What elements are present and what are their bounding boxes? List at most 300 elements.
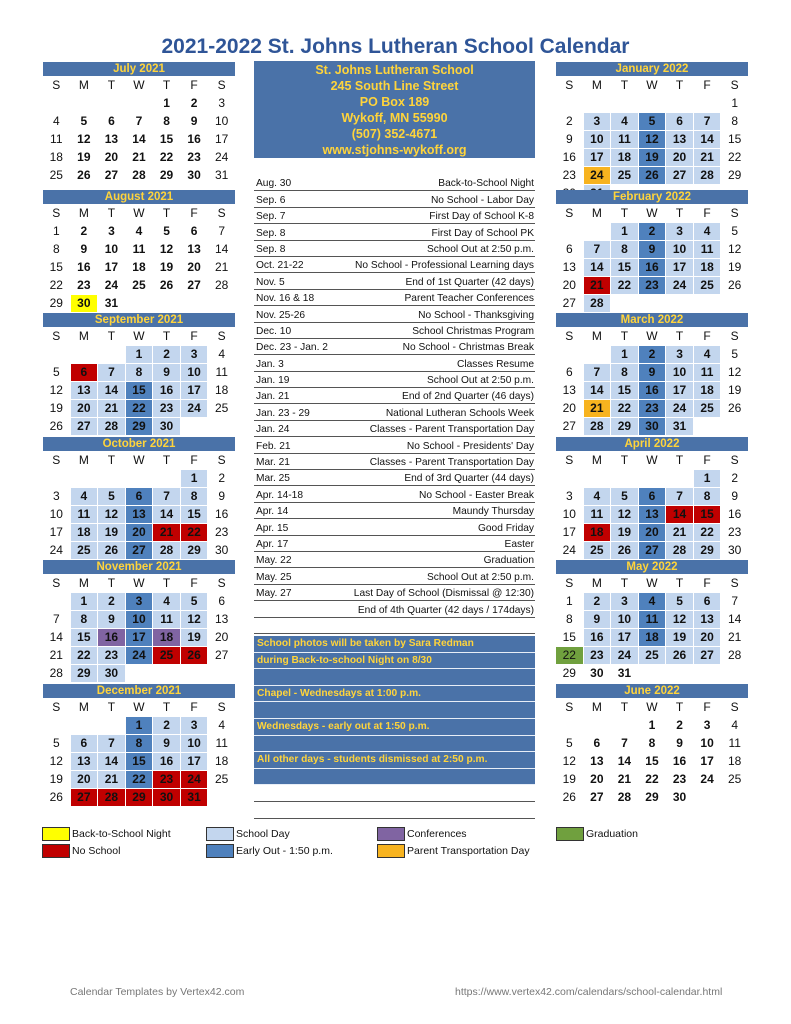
calendar-day[interactable]: 20 xyxy=(562,401,576,415)
calendar-day[interactable]: 11 xyxy=(694,241,721,258)
calendar-day[interactable]: 1 xyxy=(611,346,638,363)
calendar-day[interactable]: 16 xyxy=(215,507,229,521)
calendar-day[interactable]: 3 xyxy=(584,113,611,130)
calendar-day[interactable]: 24 xyxy=(700,772,714,786)
calendar-day[interactable]: 21 xyxy=(584,277,611,294)
calendar-day[interactable]: 7 xyxy=(135,114,143,128)
calendar-day[interactable]: 2 xyxy=(584,593,611,610)
calendar-day[interactable]: 2 xyxy=(676,718,683,732)
calendar-day[interactable]: 22 xyxy=(181,524,208,541)
calendar-day[interactable]: 31 xyxy=(181,789,208,806)
calendar-day[interactable]: 18 xyxy=(71,524,98,541)
calendar-day[interactable]: 13 xyxy=(639,506,666,523)
calendar-day[interactable]: 15 xyxy=(181,506,208,523)
calendar-day[interactable]: 1 xyxy=(126,717,153,734)
calendar-day[interactable]: 23 xyxy=(215,525,229,539)
calendar-day[interactable]: 17 xyxy=(562,525,576,539)
calendar-day[interactable]: 9 xyxy=(639,364,666,381)
calendar-day[interactable]: 6 xyxy=(71,735,98,752)
calendar-day[interactable]: 14 xyxy=(584,382,611,399)
calendar-day[interactable]: 6 xyxy=(565,365,573,379)
calendar-day[interactable]: 9 xyxy=(639,241,666,258)
calendar-day[interactable]: 6 xyxy=(694,593,721,610)
calendar-day[interactable]: 8 xyxy=(163,114,170,128)
calendar-day[interactable]: 24 xyxy=(611,647,638,664)
calendar-day[interactable]: 24 xyxy=(584,167,611,184)
calendar-day[interactable]: 4 xyxy=(52,114,60,128)
calendar-day[interactable]: 8 xyxy=(611,364,638,381)
calendar-day[interactable]: 17 xyxy=(104,260,119,274)
calendar-day[interactable]: 3 xyxy=(565,489,573,503)
calendar-day[interactable]: 10 xyxy=(584,131,611,148)
calendar-day[interactable]: 17 xyxy=(611,629,638,646)
calendar-day[interactable]: 22 xyxy=(159,150,174,164)
calendar-day[interactable]: 3 xyxy=(108,224,115,238)
calendar-day[interactable]: 6 xyxy=(71,364,98,381)
calendar-day[interactable]: 12 xyxy=(77,132,91,146)
calendar-day[interactable]: 2 xyxy=(565,114,573,128)
calendar-day[interactable]: 13 xyxy=(694,611,721,628)
calendar-day[interactable]: 21 xyxy=(666,524,693,541)
calendar-day[interactable]: 27 xyxy=(562,296,576,310)
calendar-day[interactable]: 7 xyxy=(52,612,60,626)
calendar-day[interactable]: 10 xyxy=(700,736,714,750)
calendar-day[interactable]: 1 xyxy=(648,718,656,732)
calendar-day[interactable]: 28 xyxy=(215,278,229,292)
calendar-day[interactable]: 2 xyxy=(190,96,198,110)
calendar-day[interactable]: 20 xyxy=(187,260,201,274)
calendar-day[interactable]: 9 xyxy=(584,611,611,628)
calendar-day[interactable]: 2 xyxy=(153,346,180,363)
calendar-day[interactable]: 5 xyxy=(611,488,638,505)
calendar-day[interactable]: 23 xyxy=(562,168,576,182)
calendar-day[interactable]: 31 xyxy=(104,296,119,310)
calendar-day[interactable]: 5 xyxy=(52,736,60,750)
calendar-day[interactable]: 13 xyxy=(71,382,98,399)
calendar-day[interactable]: 26 xyxy=(77,168,91,182)
calendar-day[interactable]: 10 xyxy=(666,364,693,381)
calendar-day[interactable]: 6 xyxy=(108,114,115,128)
calendar-day[interactable]: 19 xyxy=(181,629,208,646)
calendar-day[interactable]: 8 xyxy=(126,364,153,381)
calendar-day[interactable]: 30 xyxy=(98,665,125,682)
calendar-day[interactable]: 26 xyxy=(666,647,693,664)
calendar-day[interactable]: 1 xyxy=(611,223,638,240)
calendar-day[interactable]: 12 xyxy=(728,242,742,256)
calendar-day[interactable]: 17 xyxy=(215,132,229,146)
calendar-day[interactable]: 24 xyxy=(666,400,693,417)
calendar-day[interactable]: 8 xyxy=(611,241,638,258)
calendar-day[interactable]: 20 xyxy=(639,524,666,541)
calendar-day[interactable]: 16 xyxy=(639,259,666,276)
calendar-day[interactable]: 5 xyxy=(666,593,693,610)
calendar-day[interactable]: 7 xyxy=(98,364,125,381)
calendar-day[interactable]: 29 xyxy=(645,790,659,804)
calendar-day[interactable]: 26 xyxy=(728,401,742,415)
calendar-day[interactable]: 31 xyxy=(617,666,632,680)
calendar-day[interactable]: 13 xyxy=(126,506,153,523)
calendar-day[interactable]: 19 xyxy=(98,524,125,541)
calendar-day[interactable]: 20 xyxy=(590,772,604,786)
calendar-day[interactable]: 15 xyxy=(694,506,721,523)
calendar-day[interactable]: 23 xyxy=(728,525,742,539)
calendar-day[interactable]: 7 xyxy=(666,488,693,505)
calendar-day[interactable]: 7 xyxy=(584,241,611,258)
calendar-day[interactable]: 19 xyxy=(77,150,91,164)
calendar-day[interactable]: 12 xyxy=(49,754,63,768)
calendar-day[interactable]: 4 xyxy=(218,718,226,732)
calendar-day[interactable]: 28 xyxy=(153,542,180,559)
calendar-day[interactable]: 26 xyxy=(639,167,666,184)
calendar-day[interactable]: 11 xyxy=(71,506,98,523)
calendar-day[interactable]: 14 xyxy=(215,242,229,256)
calendar-day[interactable]: 8 xyxy=(126,735,153,752)
calendar-day[interactable]: 28 xyxy=(694,167,721,184)
calendar-day[interactable]: 25 xyxy=(215,772,229,786)
calendar-day[interactable]: 12 xyxy=(666,611,693,628)
calendar-day[interactable]: 29 xyxy=(728,168,742,182)
calendar-day[interactable]: 16 xyxy=(187,132,201,146)
calendar-day[interactable]: 22 xyxy=(645,772,659,786)
calendar-day[interactable]: 27 xyxy=(639,542,666,559)
calendar-day[interactable]: 18 xyxy=(153,629,180,646)
calendar-day[interactable]: 18 xyxy=(215,383,229,397)
calendar-day[interactable]: 27 xyxy=(562,419,576,433)
calendar-day[interactable]: 19 xyxy=(728,260,742,274)
calendar-day[interactable]: 8 xyxy=(71,611,98,628)
calendar-day[interactable]: 27 xyxy=(666,167,693,184)
calendar-day[interactable]: 4 xyxy=(611,113,638,130)
calendar-day[interactable]: 24 xyxy=(181,771,208,788)
calendar-day[interactable]: 28 xyxy=(666,542,693,559)
calendar-day[interactable]: 22 xyxy=(126,771,153,788)
calendar-day[interactable]: 11 xyxy=(50,132,63,146)
calendar-day[interactable]: 19 xyxy=(159,260,174,274)
calendar-day[interactable]: 8 xyxy=(731,114,739,128)
calendar-day[interactable]: 16 xyxy=(153,382,180,399)
calendar-day[interactable]: 21 xyxy=(215,260,229,274)
calendar-day[interactable]: 6 xyxy=(593,736,601,750)
calendar-day[interactable]: 7 xyxy=(218,224,226,238)
calendar-day[interactable]: 28 xyxy=(584,418,611,435)
calendar-day[interactable]: 10 xyxy=(181,364,208,381)
calendar-day[interactable]: 17 xyxy=(181,753,208,770)
calendar-day[interactable]: 11 xyxy=(694,364,721,381)
calendar-day[interactable]: 27 xyxy=(71,789,98,806)
calendar-day[interactable]: 8 xyxy=(181,488,208,505)
calendar-day[interactable]: 10 xyxy=(104,242,119,256)
calendar-day[interactable]: 15 xyxy=(71,629,98,646)
calendar-day[interactable]: 4 xyxy=(218,347,226,361)
calendar-day[interactable]: 17 xyxy=(666,259,693,276)
calendar-day[interactable]: 25 xyxy=(694,400,721,417)
calendar-day[interactable]: 28 xyxy=(98,789,125,806)
calendar-day[interactable]: 10 xyxy=(666,241,693,258)
calendar-day[interactable]: 6 xyxy=(565,242,573,256)
calendar-day[interactable]: 21 xyxy=(132,150,146,164)
calendar-day[interactable]: 18 xyxy=(611,149,638,166)
calendar-day[interactable]: 15 xyxy=(728,132,742,146)
calendar-day[interactable]: 16 xyxy=(584,629,611,646)
calendar-day[interactable]: 26 xyxy=(159,278,174,292)
calendar-day[interactable]: 23 xyxy=(584,647,611,664)
calendar-day[interactable]: 17 xyxy=(181,382,208,399)
calendar-day[interactable]: 13 xyxy=(562,383,576,397)
calendar-day[interactable]: 18 xyxy=(215,754,229,768)
calendar-day[interactable]: 21 xyxy=(153,524,180,541)
calendar-day[interactable]: 8 xyxy=(52,242,60,256)
calendar-day[interactable]: 21 xyxy=(617,772,632,786)
calendar-day[interactable]: 27 xyxy=(187,278,201,292)
calendar-day[interactable]: 26 xyxy=(98,542,125,559)
calendar-day[interactable]: 3 xyxy=(666,223,693,240)
calendar-day[interactable]: 29 xyxy=(159,168,174,182)
calendar-day[interactable]: 24 xyxy=(49,543,63,557)
calendar-day[interactable]: 11 xyxy=(584,506,611,523)
calendar-day[interactable]: 9 xyxy=(218,489,226,503)
calendar-day[interactable]: 22 xyxy=(611,277,638,294)
calendar-day[interactable]: 9 xyxy=(153,364,180,381)
calendar-day[interactable]: 28 xyxy=(49,666,63,680)
calendar-day[interactable]: 8 xyxy=(694,488,721,505)
calendar-day[interactable]: 4 xyxy=(694,346,721,363)
calendar-day[interactable]: 9 xyxy=(153,735,180,752)
calendar-day[interactable]: 20 xyxy=(126,524,153,541)
calendar-day[interactable]: 10 xyxy=(126,611,153,628)
calendar-day[interactable]: 16 xyxy=(98,629,125,646)
calendar-day[interactable]: 12 xyxy=(98,506,125,523)
calendar-day[interactable]: 3 xyxy=(703,718,711,732)
calendar-day[interactable]: 26 xyxy=(49,419,63,433)
calendar-day[interactable]: 13 xyxy=(71,753,98,770)
calendar-day[interactable]: 22 xyxy=(71,647,98,664)
calendar-day[interactable]: 11 xyxy=(132,242,146,256)
calendar-day[interactable]: 28 xyxy=(728,648,742,662)
calendar-day[interactable]: 30 xyxy=(639,418,666,435)
calendar-day[interactable]: 5 xyxy=(163,224,170,238)
calendar-day[interactable]: 22 xyxy=(611,400,638,417)
calendar-day[interactable]: 11 xyxy=(728,736,741,750)
footer-url[interactable]: https://www.vertex42.com/calendars/school-calendar.html xyxy=(455,986,723,998)
calendar-day[interactable]: 15 xyxy=(126,382,153,399)
calendar-day[interactable]: 12 xyxy=(181,611,208,628)
calendar-day[interactable]: 30 xyxy=(187,168,201,182)
calendar-day[interactable]: 26 xyxy=(562,790,576,804)
calendar-day[interactable]: 2 xyxy=(153,717,180,734)
calendar-day[interactable]: 16 xyxy=(639,382,666,399)
calendar-day[interactable]: 15 xyxy=(611,259,638,276)
calendar-day[interactable]: 19 xyxy=(611,524,638,541)
calendar-day[interactable]: 22 xyxy=(728,150,742,164)
calendar-day[interactable]: 17 xyxy=(666,382,693,399)
calendar-day[interactable]: 7 xyxy=(731,594,739,608)
school-website[interactable]: www.stjohns-wykoff.org xyxy=(322,143,467,157)
calendar-day[interactable]: 15 xyxy=(562,630,576,644)
calendar-day[interactable]: 19 xyxy=(666,629,693,646)
calendar-day[interactable]: 27 xyxy=(590,790,604,804)
calendar-day[interactable]: 4 xyxy=(731,718,739,732)
calendar-day[interactable]: 3 xyxy=(126,593,153,610)
calendar-day[interactable]: 14 xyxy=(728,612,742,626)
calendar-day[interactable]: 9 xyxy=(80,242,88,256)
calendar-day[interactable]: 22 xyxy=(126,400,153,417)
calendar-day[interactable]: 19 xyxy=(562,772,576,786)
calendar-day[interactable]: 2 xyxy=(80,224,88,238)
calendar-day[interactable]: 12 xyxy=(49,383,63,397)
calendar-day[interactable]: 21 xyxy=(98,400,125,417)
calendar-day[interactable]: 19 xyxy=(49,772,63,786)
calendar-day[interactable]: 1 xyxy=(71,593,98,610)
calendar-day[interactable]: 30 xyxy=(153,418,180,435)
calendar-day[interactable]: 30 xyxy=(728,543,742,557)
calendar-day[interactable]: 8 xyxy=(648,736,656,750)
calendar-day[interactable]: 29 xyxy=(694,542,721,559)
calendar-day[interactable]: 2 xyxy=(639,223,666,240)
calendar-day[interactable]: 11 xyxy=(215,365,228,379)
calendar-day[interactable]: 24 xyxy=(215,150,229,164)
calendar-day[interactable]: 24 xyxy=(562,543,576,557)
calendar-day[interactable]: 7 xyxy=(153,488,180,505)
calendar-day[interactable]: 10 xyxy=(562,507,576,521)
calendar-day[interactable]: 16 xyxy=(153,753,180,770)
calendar-day[interactable]: 7 xyxy=(694,113,721,130)
calendar-day[interactable]: 15 xyxy=(645,754,659,768)
calendar-day[interactable]: 14 xyxy=(153,506,180,523)
calendar-day[interactable]: 19 xyxy=(728,383,742,397)
calendar-day[interactable]: 18 xyxy=(132,260,146,274)
calendar-day[interactable]: 16 xyxy=(728,507,742,521)
calendar-day[interactable]: 13 xyxy=(562,260,576,274)
calendar-day[interactable]: 18 xyxy=(639,629,666,646)
calendar-day[interactable]: 25 xyxy=(639,647,666,664)
calendar-day[interactable]: 13 xyxy=(187,242,201,256)
calendar-day[interactable]: 2 xyxy=(98,593,125,610)
calendar-day[interactable]: 12 xyxy=(728,365,742,379)
calendar-day[interactable]: 3 xyxy=(218,96,226,110)
calendar-day[interactable]: 29 xyxy=(181,542,208,559)
calendar-day[interactable]: 30 xyxy=(672,790,687,804)
calendar-day[interactable]: 20 xyxy=(694,629,721,646)
calendar-day[interactable]: 4 xyxy=(153,593,180,610)
calendar-day[interactable]: 26 xyxy=(181,647,208,664)
calendar-day[interactable]: 18 xyxy=(728,754,742,768)
calendar-day[interactable]: 3 xyxy=(666,346,693,363)
calendar-day[interactable]: 17 xyxy=(700,754,714,768)
calendar-day[interactable]: 27 xyxy=(71,418,98,435)
calendar-day[interactable]: 14 xyxy=(98,753,125,770)
calendar-day[interactable]: 15 xyxy=(611,382,638,399)
calendar-day[interactable]: 5 xyxy=(181,593,208,610)
calendar-day[interactable]: 25 xyxy=(694,277,721,294)
calendar-day[interactable]: 20 xyxy=(71,771,98,788)
calendar-day[interactable]: 26 xyxy=(49,790,63,804)
calendar-day[interactable]: 9 xyxy=(190,114,198,128)
calendar-day[interactable]: 21 xyxy=(98,771,125,788)
calendar-day[interactable]: 13 xyxy=(104,132,119,146)
calendar-day[interactable]: 19 xyxy=(49,401,63,415)
calendar-day[interactable]: 20 xyxy=(215,630,229,644)
calendar-day[interactable]: 6 xyxy=(218,594,226,608)
calendar-day[interactable]: 21 xyxy=(728,630,742,644)
calendar-day[interactable]: 14 xyxy=(49,630,63,644)
calendar-day[interactable]: 21 xyxy=(694,149,721,166)
calendar-day[interactable]: 1 xyxy=(694,470,721,487)
calendar-day[interactable]: 4 xyxy=(584,488,611,505)
calendar-day[interactable]: 30 xyxy=(215,543,229,557)
calendar-day[interactable]: 13 xyxy=(666,131,693,148)
calendar-day[interactable]: 23 xyxy=(639,277,666,294)
calendar-day[interactable]: 22 xyxy=(49,278,63,292)
calendar-day[interactable]: 26 xyxy=(728,278,742,292)
calendar-day[interactable]: 24 xyxy=(104,278,119,292)
calendar-day[interactable]: 16 xyxy=(77,260,91,274)
calendar-day[interactable]: 4 xyxy=(135,224,143,238)
calendar-day[interactable]: 5 xyxy=(731,347,739,361)
calendar-day[interactable]: 14 xyxy=(98,382,125,399)
calendar-day[interactable]: 11 xyxy=(215,736,228,750)
calendar-day[interactable]: 7 xyxy=(584,364,611,381)
calendar-day[interactable]: 5 xyxy=(52,365,60,379)
calendar-day[interactable]: 6 xyxy=(190,224,198,238)
calendar-day[interactable]: 27 xyxy=(126,542,153,559)
calendar-day[interactable]: 11 xyxy=(611,131,638,148)
calendar-day[interactable]: 29 xyxy=(562,666,576,680)
calendar-day[interactable]: 2 xyxy=(218,471,226,485)
calendar-day[interactable]: 14 xyxy=(132,132,146,146)
calendar-day[interactable]: 19 xyxy=(639,149,666,166)
calendar-day[interactable]: 9 xyxy=(676,736,683,750)
calendar-day[interactable]: 20 xyxy=(71,400,98,417)
calendar-day[interactable]: 14 xyxy=(584,259,611,276)
calendar-day[interactable]: 30 xyxy=(71,295,98,312)
calendar-day[interactable]: 25 xyxy=(49,168,63,182)
calendar-day[interactable]: 23 xyxy=(77,278,91,292)
calendar-day[interactable]: 30 xyxy=(590,666,604,680)
calendar-day[interactable]: 5 xyxy=(80,114,88,128)
calendar-day[interactable]: 22 xyxy=(556,647,583,664)
calendar-day[interactable]: 24 xyxy=(126,647,153,664)
calendar-day[interactable]: 31 xyxy=(215,168,229,182)
calendar-day[interactable]: 26 xyxy=(611,542,638,559)
calendar-day[interactable]: 16 xyxy=(672,754,687,768)
calendar-day[interactable]: 6 xyxy=(126,488,153,505)
calendar-day[interactable]: 9 xyxy=(731,489,739,503)
calendar-day[interactable]: 23 xyxy=(153,771,180,788)
calendar-day[interactable]: 10 xyxy=(181,735,208,752)
calendar-day[interactable]: 20 xyxy=(666,149,693,166)
calendar-day[interactable]: 11 xyxy=(639,611,666,628)
calendar-day[interactable]: 24 xyxy=(181,400,208,417)
calendar-day[interactable]: 8 xyxy=(565,612,573,626)
calendar-day[interactable]: 23 xyxy=(672,772,687,786)
calendar-day[interactable]: 18 xyxy=(694,259,721,276)
calendar-day[interactable]: 7 xyxy=(621,736,628,750)
calendar-day[interactable]: 5 xyxy=(565,736,573,750)
calendar-day[interactable]: 14 xyxy=(694,131,721,148)
calendar-day[interactable]: 7 xyxy=(98,735,125,752)
calendar-day[interactable]: 28 xyxy=(98,418,125,435)
calendar-day[interactable]: 16 xyxy=(562,150,576,164)
calendar-day[interactable]: 15 xyxy=(126,753,153,770)
calendar-day[interactable]: 15 xyxy=(159,132,174,146)
calendar-day[interactable]: 25 xyxy=(611,167,638,184)
calendar-day[interactable]: 14 xyxy=(617,754,632,768)
calendar-day[interactable]: 1 xyxy=(731,96,739,110)
calendar-day[interactable]: 29 xyxy=(71,665,98,682)
calendar-day[interactable]: 29 xyxy=(49,296,63,310)
calendar-day[interactable]: 1 xyxy=(565,594,573,608)
calendar-day[interactable]: 25 xyxy=(71,542,98,559)
